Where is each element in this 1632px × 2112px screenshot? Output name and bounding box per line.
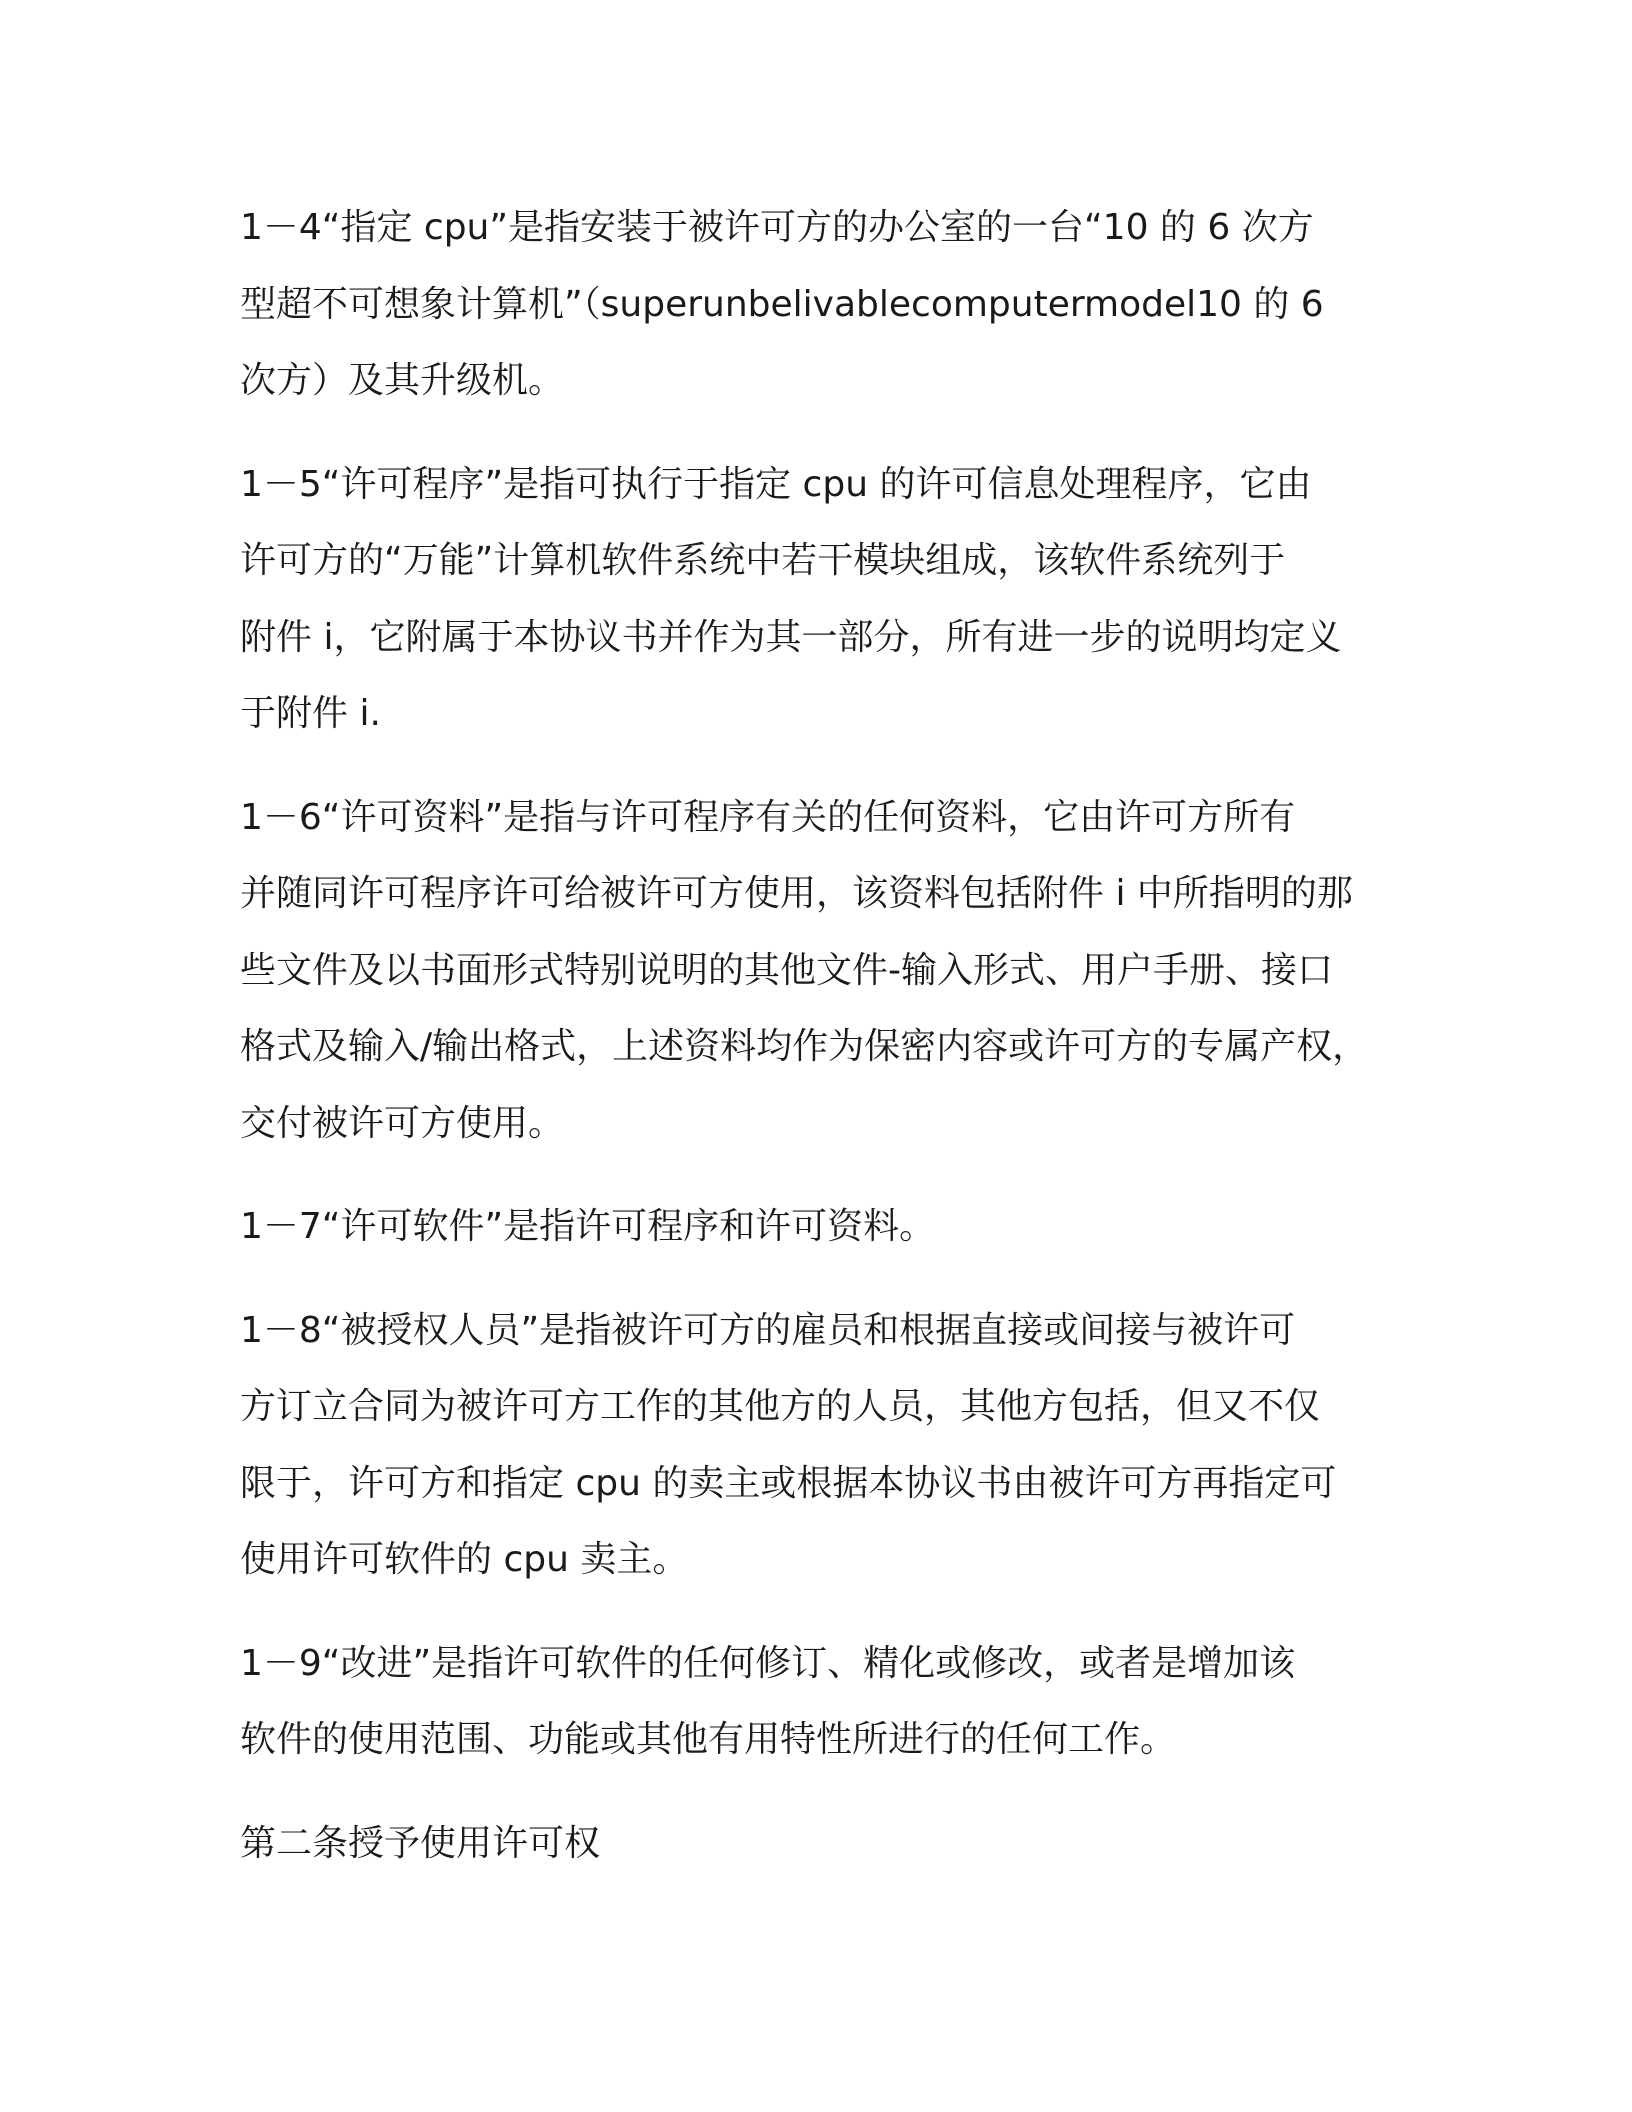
text-line: 1－5“许可程序”是指可执行于指定 cpu 的许可信息处理程序，它由 xyxy=(240,463,1312,505)
text-line: 方订立合同为被许可方工作的其他方的人员，其他方包括，但又不仅 xyxy=(240,1386,1321,1427)
text-line: 附件 i，它附属于本协议书并作为其一部分，所有进一步的说明均定义 xyxy=(240,616,1342,658)
text-line: 1－9“改进”是指许可软件的任何修订、精化或修改，或者是增加该 xyxy=(240,1642,1296,1684)
text-line: 1－6“许可资料”是指与许可程序有关的任何资料，它由许可方所有 xyxy=(240,796,1296,838)
text-line: 1－7“许可软件”是指许可程序和许可资料。 xyxy=(240,1206,936,1247)
text-line: 型超不可想象计算机”（superunbelivablecomputermodel10 的 6 xyxy=(240,283,1324,325)
clause-1-7 xyxy=(240,1189,1400,1266)
section-heading xyxy=(240,1806,1400,1883)
section-heading-text: 第二条授予使用许可权 xyxy=(240,1822,601,1864)
clause-1-6 xyxy=(240,780,1400,1163)
text-line: 于附件 i. xyxy=(240,693,381,734)
text-line: 交付被许可方使用。 xyxy=(240,1102,565,1144)
text-line: 限于，许可方和指定 cpu 的卖主或根据本协议书由被许可方再指定可 xyxy=(240,1462,1337,1504)
document-body xyxy=(240,190,1400,1882)
text-line: 1－4“指定 cpu”是指安装于被许可方的办公室的一台“10 的 6 次方 xyxy=(240,207,1314,248)
clause-1-5 xyxy=(240,447,1400,753)
text-line: 并随同许可程序许可给被许可方使用，该资料包括附件 i 中所指明的那 xyxy=(240,873,1353,914)
text-line: 软件的使用范围、功能或其他有用特性所进行的任何工作。 xyxy=(240,1719,1177,1760)
text-line: 格式及输入/输出格式，上述资料均作为保密内容或许可方的专属产权， xyxy=(240,1026,1369,1067)
clause-1-8 xyxy=(240,1293,1400,1599)
clause-1-4 xyxy=(240,190,1400,420)
text-line: 许可方的“万能”计算机软件系统中若干模块组成，该软件系统列于 xyxy=(240,540,1286,581)
text-line: 使用许可软件的 cpu 卖主。 xyxy=(240,1539,689,1580)
text-line: 1－8“被授权人员”是指被许可方的雇员和根据直接或间接与被许可 xyxy=(240,1309,1296,1351)
clause-1-9 xyxy=(240,1626,1400,1779)
text-line: 些文件及以书面形式特别说明的其他文件-输入形式、用户手册、接口 xyxy=(240,949,1333,991)
text-line: 次方）及其升级机。 xyxy=(240,360,565,401)
